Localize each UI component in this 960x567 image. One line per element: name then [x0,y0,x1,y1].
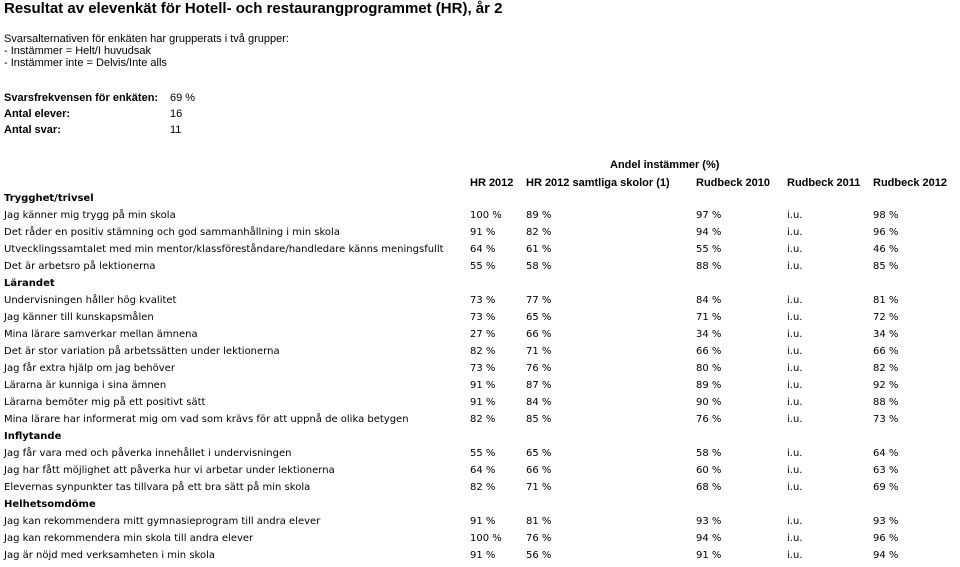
value-cell: 94 % [696,227,722,238]
value-cell: i.u. [787,363,803,374]
stat-label: Svarsfrekvensen för enkäten: [4,92,159,104]
value-cell: i.u. [787,482,803,493]
value-cell: 64 % [873,448,899,459]
page-title: Resultat av elevenkät för Hotell- och restaurangprogrammet (HR), år 2 [4,0,503,17]
column-header: Rudbeck 2011 [787,177,861,189]
question-text: Jag kan rekommendera min skola till andra elever [4,533,254,544]
value-cell: 93 % [696,516,722,527]
value-cell: 91 % [470,397,496,408]
table-row [0,346,960,363]
column-header: Rudbeck 2012 [873,177,947,189]
intro-line: - Instämmer = Helt/I huvudsak [4,45,152,57]
value-cell: 92 % [873,380,899,391]
table-row [0,227,960,244]
value-cell: 90 % [696,397,722,408]
value-cell: 80 % [696,363,722,374]
value-cell: i.u. [787,380,803,391]
value-cell: i.u. [787,533,803,544]
value-cell: 93 % [873,516,899,527]
intro-line: Svarsalternativen för enkäten har grupperats i två grupper: [4,33,289,45]
value-cell: 34 % [873,329,899,340]
value-cell: 73 % [470,295,496,306]
value-cell: 88 % [696,261,722,272]
value-cell: i.u. [787,244,803,255]
value-cell: 66 % [526,329,552,340]
value-cell: 55 % [470,261,496,272]
value-cell: i.u. [787,397,803,408]
question-text: Mina lärare har informerat mig om vad som krävs för att uppnå de olika betygen [4,414,409,425]
question-text: Utvecklingssamtalet med min mentor/klassföreståndare/handledare känns meningsfullt [4,244,444,255]
value-cell: 61 % [526,244,552,255]
table-row [0,380,960,397]
stat-label: Antal elever: [4,108,71,120]
question-text: Jag är nöjd med verksamheten i min skola [4,550,215,561]
value-cell: 68 % [696,482,722,493]
question-text: Jag har fått möjlighet att påverka hur vi arbetar under lektionerna [4,465,335,476]
question-text: Det råder en positiv stämning och god sammanhållning i min skola [4,227,340,238]
value-cell: 91 % [470,227,496,238]
question-text: Jag kan rekommendera mitt gymnasieprogram till andra elever [4,516,321,527]
table-row [0,244,960,261]
value-cell: 82 % [470,346,496,357]
column-header: HR 2012 [470,177,514,189]
value-cell: 81 % [873,295,899,306]
question-text: Jag känner mig trygg på min skola [4,210,176,221]
question-text: Jag får extra hjälp om jag behöver [4,363,175,374]
value-cell: 65 % [526,448,552,459]
value-cell: i.u. [787,295,803,306]
value-cell: 89 % [526,210,552,221]
value-cell: 55 % [696,244,722,255]
table-row [0,465,960,482]
value-cell: 46 % [873,244,899,255]
section-title: Lärandet [4,278,55,289]
table-row [0,448,960,465]
question-text: Lärarna är kunniga i sina ämnen [4,380,167,391]
value-cell: 94 % [696,533,722,544]
section-title: Helhetsomdöme [4,499,96,510]
table-row [0,312,960,329]
value-cell: i.u. [787,448,803,459]
question-text: Det är stor variation på arbetssätten under lektionerna [4,346,280,357]
stat-value: 11 [170,124,182,136]
question-text: Jag känner till kunskapsmålen [4,312,154,323]
value-cell: i.u. [787,550,803,561]
value-cell: 91 % [470,380,496,391]
value-cell: i.u. [787,465,803,476]
table-row [0,329,960,346]
value-cell: i.u. [787,414,803,425]
value-cell: 76 % [526,533,552,544]
value-cell: 82 % [470,414,496,425]
value-cell: 60 % [696,465,722,476]
table-row [0,295,960,312]
value-cell: 76 % [696,414,722,425]
table-row [0,210,960,227]
stat-value: 16 [170,108,183,120]
table-row [0,363,960,380]
intro-line: - Instämmer inte = Delvis/Inte alls [4,57,167,69]
table-group-title: Andel instämmer (%) [610,159,720,171]
value-cell: 82 % [526,227,552,238]
value-cell: 72 % [873,312,899,323]
value-cell: 63 % [873,465,899,476]
table-row [0,550,960,567]
value-cell: 34 % [696,329,722,340]
value-cell: 58 % [696,448,722,459]
value-cell: 91 % [470,516,496,527]
stat-response-rate [4,92,196,104]
value-cell: i.u. [787,516,803,527]
value-cell: 94 % [873,550,899,561]
table-row [0,516,960,533]
value-cell: 56 % [526,550,552,561]
value-cell: 85 % [873,261,899,272]
value-cell: 73 % [873,414,899,425]
value-cell: 84 % [526,397,552,408]
question-text: Det är arbetsro på lektionerna [4,261,156,272]
value-cell: 100 % [470,533,502,544]
table-row [0,261,960,278]
question-text: Lärarna bemöter mig på ett positivt sätt [4,397,206,408]
table-row [0,482,960,499]
value-cell: 66 % [696,346,722,357]
value-cell: 96 % [873,533,899,544]
value-cell: 73 % [470,363,496,374]
table-row [0,397,960,414]
value-cell: 77 % [526,295,552,306]
value-cell: 89 % [696,380,722,391]
value-cell: 71 % [526,482,552,493]
stat-answers [4,124,182,136]
stat-students [4,108,183,120]
value-cell: i.u. [787,210,803,221]
value-cell: 64 % [470,244,496,255]
section-title: Trygghet/trivsel [4,193,94,204]
column-header: HR 2012 samtliga skolor (1) [526,177,670,189]
question-text: Mina lärare samverkar mellan ämnena [4,329,198,340]
value-cell: i.u. [787,329,803,340]
value-cell: 64 % [470,465,496,476]
value-cell: 96 % [873,227,899,238]
value-cell: 97 % [696,210,722,221]
value-cell: 69 % [873,482,899,493]
value-cell: i.u. [787,227,803,238]
value-cell: i.u. [787,346,803,357]
table-row [0,533,960,550]
value-cell: 87 % [526,380,552,391]
value-cell: 100 % [470,210,502,221]
table-row [0,414,960,431]
value-cell: 84 % [696,295,722,306]
value-cell: 71 % [526,346,552,357]
value-cell: 71 % [696,312,722,323]
value-cell: 81 % [526,516,552,527]
value-cell: 58 % [526,261,552,272]
value-cell: 55 % [470,448,496,459]
value-cell: i.u. [787,261,803,272]
value-cell: 85 % [526,414,552,425]
value-cell: 82 % [470,482,496,493]
question-text: Jag får vara med och påverka innehållet i undervisningen [4,448,292,459]
stat-value: 69 % [170,92,196,104]
stat-label: Antal svar: [4,124,61,136]
value-cell: 66 % [873,346,899,357]
question-text: Elevernas synpunkter tas tillvara på ett bra sätt på min skola [4,482,311,493]
value-cell: i.u. [787,312,803,323]
value-cell: 76 % [526,363,552,374]
value-cell: 91 % [696,550,722,561]
value-cell: 88 % [873,397,899,408]
value-cell: 82 % [873,363,899,374]
question-text: Undervisningen håller hög kvalitet [4,295,177,306]
column-header: Rudbeck 2010 [696,177,770,189]
value-cell: 27 % [470,329,496,340]
value-cell: 66 % [526,465,552,476]
value-cell: 91 % [470,550,496,561]
value-cell: 65 % [526,312,552,323]
value-cell: 73 % [470,312,496,323]
value-cell: 98 % [873,210,899,221]
section-title: Inflytande [4,431,62,442]
